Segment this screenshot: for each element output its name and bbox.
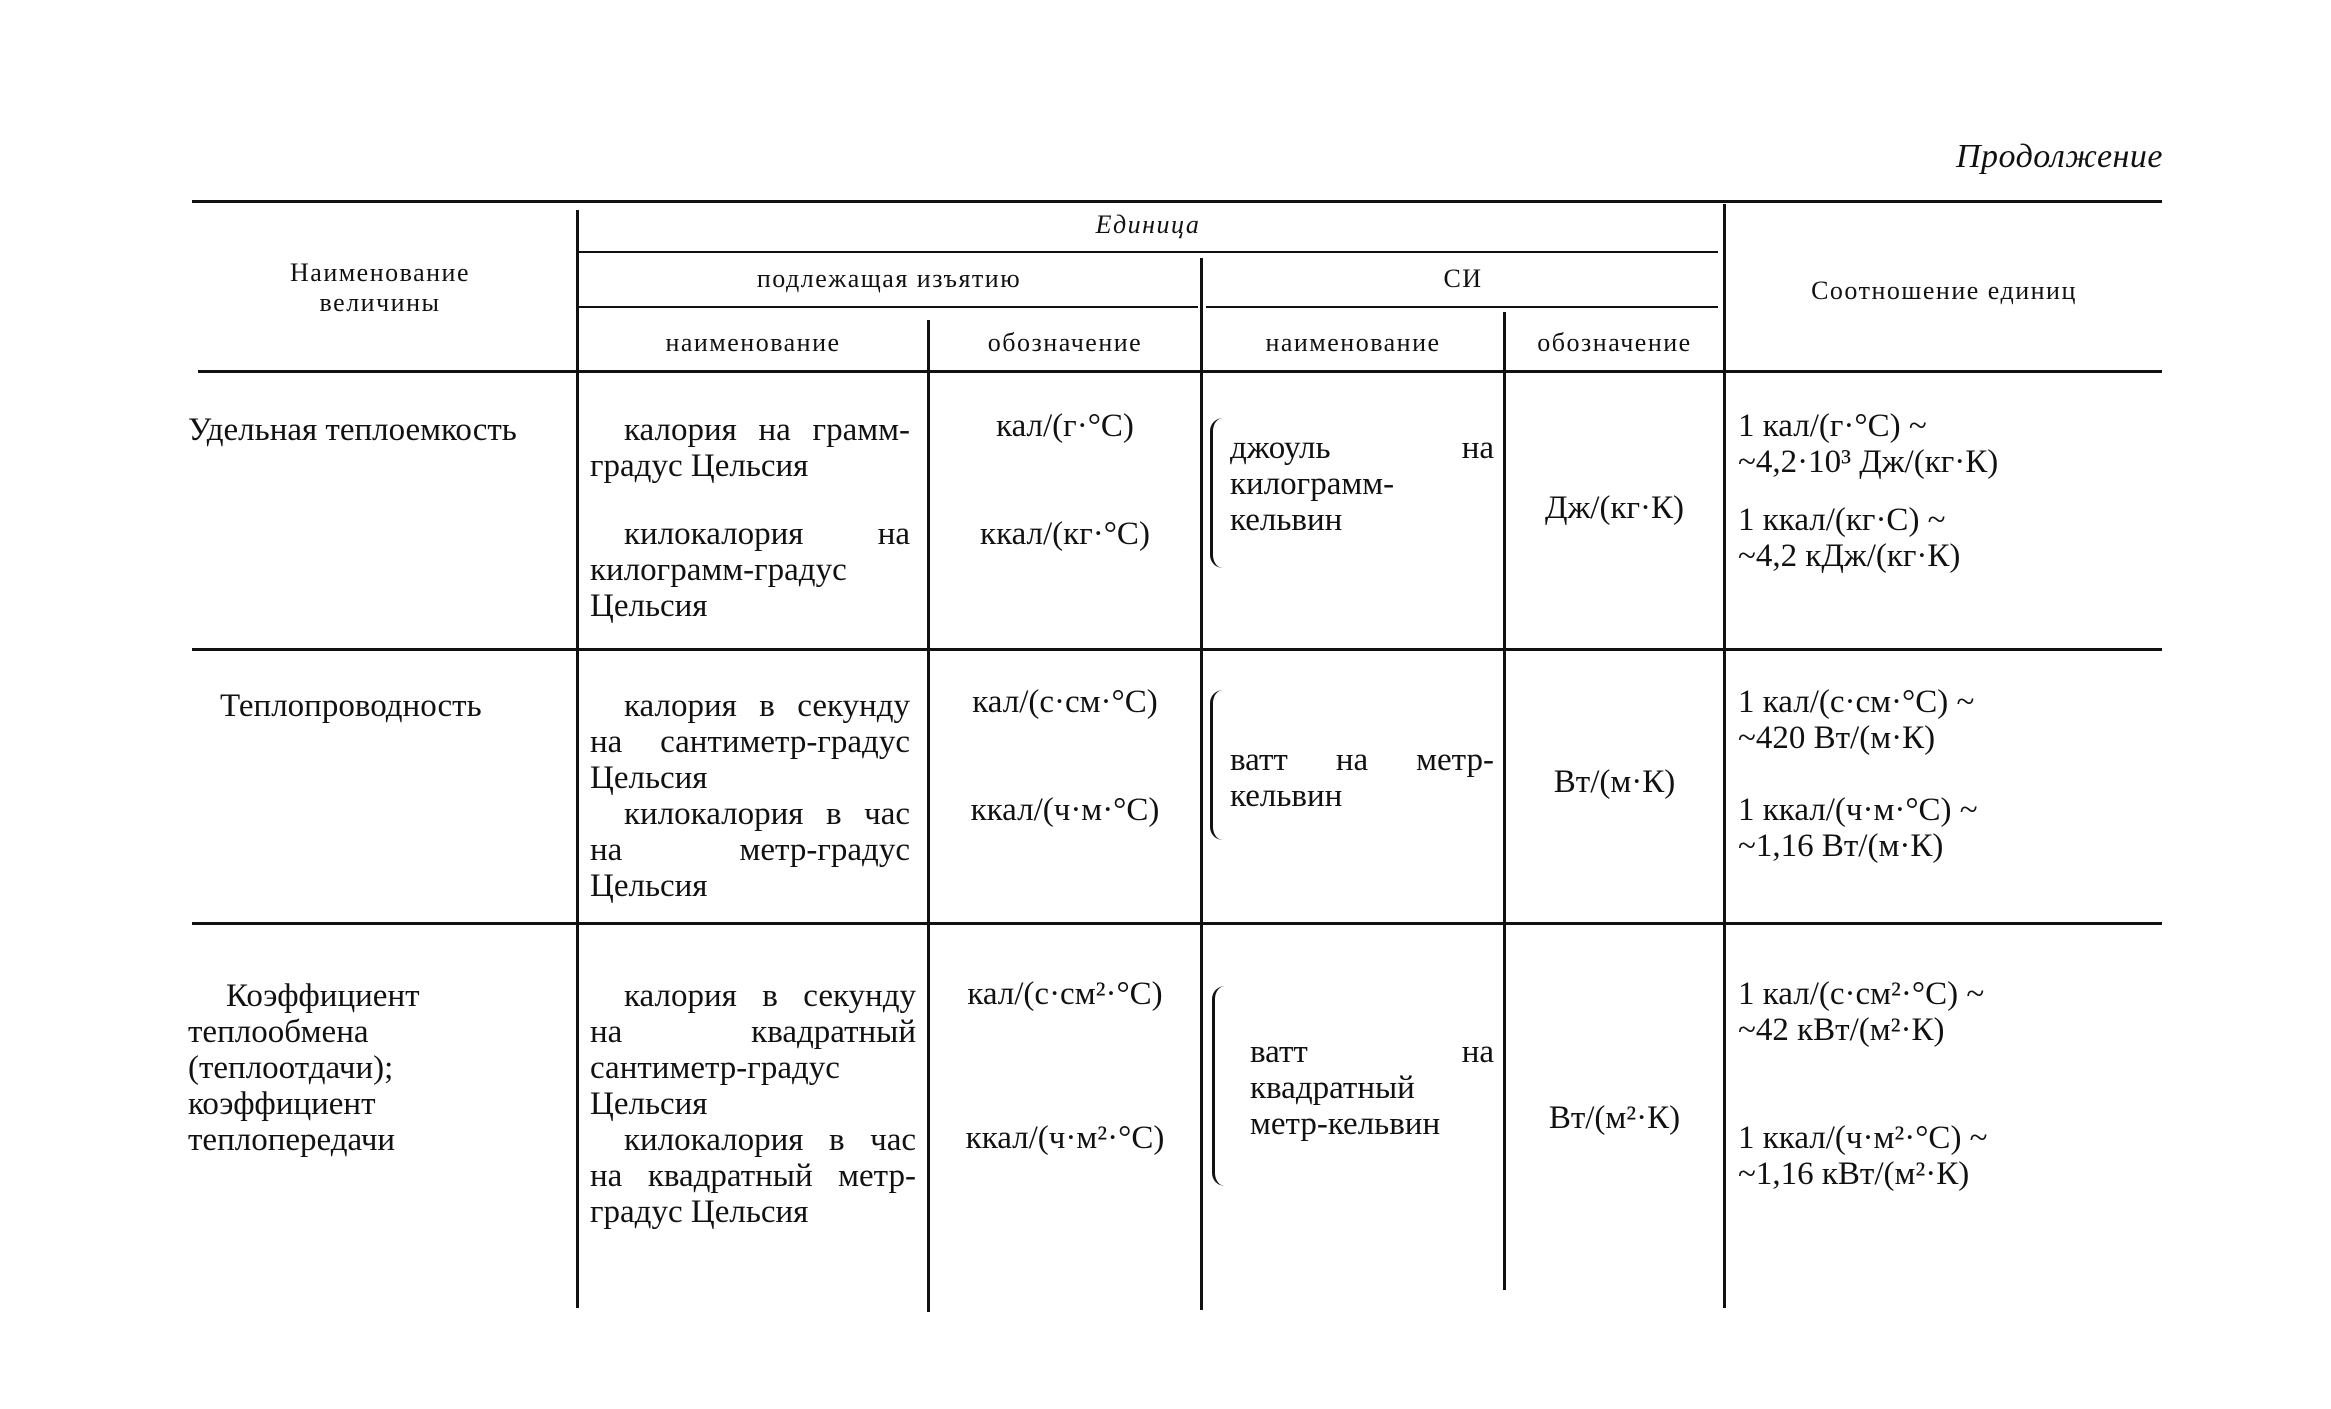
row2-relation-2a: 1 ккал/(ч·м·°С) ~ bbox=[1738, 792, 1978, 828]
row1-quantity: Удельная теплоемкость bbox=[188, 412, 517, 448]
row-separator-1 bbox=[192, 648, 2162, 651]
row1-old-name-1: калория на грамм-градус Цельсия bbox=[590, 412, 910, 484]
row3-si-name: ватт на квадратный метр-кельвин bbox=[1250, 1034, 1494, 1142]
row1-relation-2a: 1 ккал/(кг·С) ~ bbox=[1738, 502, 1946, 538]
row2-old-name-1: калория в секунду на сантиметр-градус Цельсия bbox=[590, 688, 910, 796]
row2-relation-1b: ~420 Вт/(м·К) bbox=[1738, 720, 1936, 756]
row1-old-symbol-1: кал/(г·°С) bbox=[996, 408, 1134, 444]
row2-relation-1a: 1 кал/(с·см·°С) ~ bbox=[1738, 684, 1975, 720]
row1-si-symbol: Дж/(кг·К) bbox=[1544, 490, 1685, 526]
row2-quantity: Теплопроводность bbox=[220, 688, 482, 724]
col-divider-relation bbox=[1723, 204, 1726, 1308]
row2-old-name-2: килокалория в час на метр-градус Цельсия bbox=[590, 796, 910, 904]
row3-relation-2a: 1 ккал/(ч·м²·°С) ~ bbox=[1738, 1120, 1988, 1156]
row3-old-symbol-1: кал/(с·см²·°С) bbox=[967, 976, 1163, 1012]
table-top-rule bbox=[192, 200, 2162, 203]
row1-si-name: джоуль на килограмм-кельвин bbox=[1230, 430, 1494, 538]
row1-relation-2b: ~4,2 кДж/(кг·К) bbox=[1738, 538, 1961, 574]
row1-old-name-2: килокалория на килограмм-градус Цельсия bbox=[590, 516, 910, 624]
unit-subrule bbox=[578, 251, 1718, 253]
col-divider-quantity bbox=[576, 210, 579, 1308]
continuation-note: Продолжение bbox=[1955, 138, 2163, 175]
row1-relation bbox=[1738, 408, 2158, 574]
header-symbol: обозначение bbox=[987, 328, 1143, 357]
header-si-name: наименование bbox=[1265, 328, 1441, 357]
header-si: СИ bbox=[1443, 264, 1483, 293]
row1-relation-1b: ~4,2·10³ Дж/(кг·К) bbox=[1738, 444, 1999, 480]
row3-relation-1b: ~42 кВт/(м²·К) bbox=[1738, 1012, 1945, 1048]
col-divider-si-name bbox=[1503, 312, 1506, 1290]
row2-old-symbol-2: ккал/(ч·м·°С) bbox=[970, 792, 1160, 828]
header-si-symbol: обозначение bbox=[1537, 328, 1692, 357]
header-relation: Соотношение единиц bbox=[1811, 276, 2077, 305]
row2-brace bbox=[1210, 690, 1223, 840]
row3-si-symbol: Вт/(м²·К) bbox=[1548, 1100, 1681, 1136]
row3-old-name-2: килокалория в час на квадратный метр-градус Цельсия bbox=[590, 1122, 916, 1230]
header-name: наименование bbox=[665, 328, 841, 357]
col-divider-withdrawn-si bbox=[1200, 258, 1203, 1310]
header-unit: Единица bbox=[1095, 210, 1201, 239]
row2-si-name: ватт на метр-кельвин bbox=[1230, 742, 1494, 814]
row3-brace bbox=[1212, 986, 1225, 1186]
withdrawn-subrule bbox=[578, 306, 1198, 308]
row2-relation bbox=[1738, 684, 2158, 864]
header-withdrawn: подлежащая изъятию bbox=[756, 264, 1022, 293]
row1-old-symbol-2: ккал/(кг·°С) bbox=[980, 516, 1150, 552]
row1-brace bbox=[1210, 418, 1223, 568]
row3-relation bbox=[1738, 976, 2158, 1192]
row2-old-symbol-1: кал/(с·см·°С) bbox=[972, 684, 1158, 720]
row3-relation-2b: ~1,16 кВт/(м²·К) bbox=[1738, 1156, 1970, 1192]
row3-old-name-1: калория в секунду на квадратный сантиметр-градус Цельсия bbox=[590, 978, 916, 1122]
row3-quantity: Коэффициент теплообмена (теплоотдачи); коэффициент теплопередачи bbox=[188, 978, 420, 1158]
row-separator-2 bbox=[192, 922, 2162, 925]
header-quantity-label: Наименование величины bbox=[290, 258, 470, 317]
row1-relation-1a: 1 кал/(г·°С) ~ bbox=[1738, 408, 1927, 444]
si-subrule bbox=[1206, 306, 1718, 308]
header-quantity bbox=[230, 258, 530, 318]
row3-old-symbol-2: ккал/(ч·м²·°С) bbox=[965, 1120, 1165, 1156]
row2-si-symbol: Вт/(м·К) bbox=[1553, 764, 1676, 800]
row2-relation-2b: ~1,16 Вт/(м·К) bbox=[1738, 828, 1944, 864]
header-bottom-rule bbox=[198, 370, 2162, 373]
row3-relation-1a: 1 кал/(с·см²·°С) ~ bbox=[1738, 976, 1985, 1012]
